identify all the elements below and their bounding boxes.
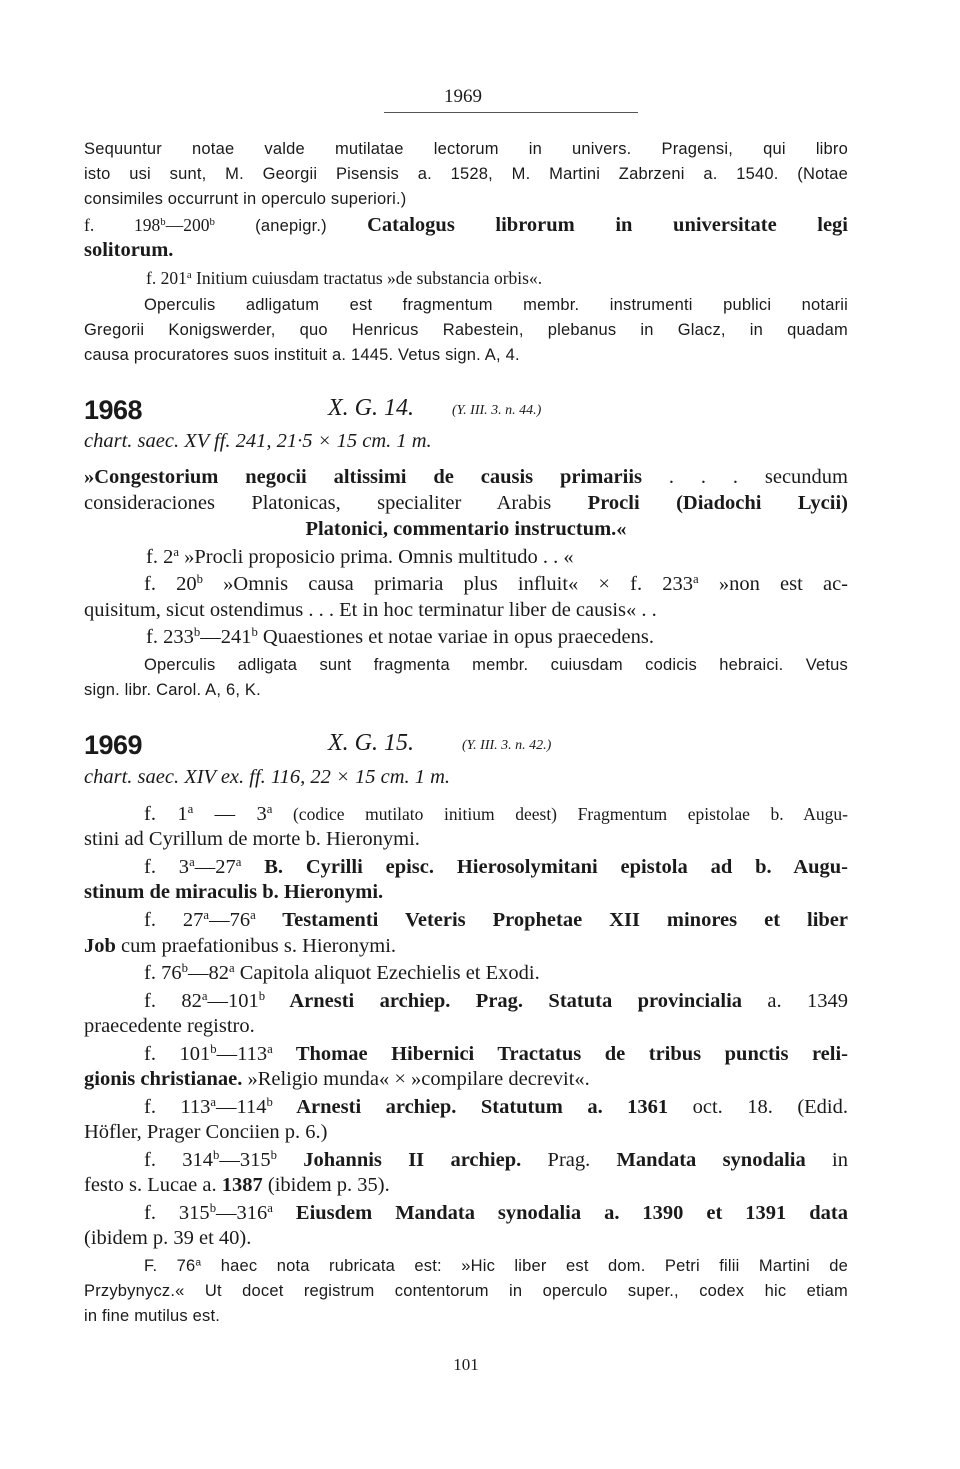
entry-1969-item-1: f. 1$^a$ — 3$^a$ (codice mutilato initium deest) Fragmentum epistolae b. Augu- <box>144 802 849 825</box>
entry-1968-number: 1968 <box>84 395 143 425</box>
entry-1968-f20-cont: quisitum, sicut ostendimus . . . Et in hoc terminatur liber de causis« . . <box>84 599 657 621</box>
entry-1969-item-8-cont: festo s. Lucae a. 1387 (ibidem p. 35). <box>84 1174 390 1196</box>
intro-operculum-1: Operculis adligatum est fragmentum membr. instrumenti publici notarii <box>144 296 848 314</box>
intro-line-3: consimiles occurrunt in operculo superiori.) <box>84 190 407 208</box>
intro-operculum-3: causa procuratores suos instituit a. 1445. Vetus sign. A, 4. <box>84 346 520 364</box>
entry-1968-signature: X. G. 14. <box>328 395 414 421</box>
entry-1969-item-9-cont: (ibidem p. 39 et 40). <box>84 1227 252 1249</box>
entry-1968-old-signature: (Y. III. 3. n. 44.) <box>452 403 542 418</box>
entry-1969-item-2-cont: stinum de miraculis b. Hieronymi. <box>84 881 384 903</box>
entry-1968-title-2: consideraciones Platonicas, specialiter Arabis Procli (Diadochi Lycii) <box>84 492 848 514</box>
entry-1969-item-7: f. 113$^a$—114$^b$ Arnesti archiep. Statutum a. 1361 oct. 18. (Edid. <box>144 1095 848 1118</box>
entry-1969-item-4: f. 76$^b$—82$^a$ Capitola aliquot Ezechielis et Exodi. <box>144 961 540 984</box>
intro-line-2: isto usi sunt, M. Georgii Pisensis a. 1528, M. Martini Zabrzeni a. 1540. (Notae <box>84 165 848 183</box>
entry-1969-note-3: in fine mutilus est. <box>84 1307 221 1325</box>
entry-1968-f2: f. 2$^a$ »Procli proposicio prima. Omnis multitudo . . « <box>146 545 574 568</box>
entry-1969-item-3: f. 27$^a$—76$^a$ Testamenti Veteris Prophetae XII minores et liber <box>144 908 848 931</box>
entry-1968-heading <box>84 395 848 426</box>
entry-1969-heading <box>84 730 848 761</box>
entry-1969-item-8: f. 314$^b$—315$^b$ Johannis II archiep. Prag. Mandata synodalia in <box>144 1148 848 1171</box>
entry-1968-title-1: »Congestorium negocii altissimi de causis primariis . . . secundum <box>84 466 848 488</box>
entry-1968-description: chart. saec. XV ff. 241, 21·5 × 15 cm. 1 m. <box>84 430 432 452</box>
intro-operculum-2: Gregorii Konigswerder, quo Henricus Rabestein, plebanus in Glacz, in quadam <box>84 321 848 339</box>
intro-entry-f198: f. 198$^b$—200$^b$ (anepigr.) Catalogus librorum in universitate legi <box>84 214 848 236</box>
intro-entry-f198-cont: solitorum. <box>84 239 174 261</box>
header-rule <box>384 112 638 113</box>
entry-1969-note-1: F. 76$^a$ haec nota rubricata est: »Hic liber est dom. Petri filii Martini de <box>144 1257 848 1275</box>
entry-1969-item-3-cont: Job cum praefationibus s. Hieronymi. <box>84 935 397 957</box>
entry-1969-description: chart. saec. XIV ex. ff. 116, 22 × 15 cm. 1 m. <box>84 766 451 788</box>
entry-1968-f20: f. 20$^b$ »Omnis causa primaria plus influit« × f. 233$^a$ »non est ac- <box>144 572 848 595</box>
entry-1969-signature: X. G. 15. <box>328 730 414 756</box>
entry-1969-note-2: Przybynycz.« Ut docet registrum contentorum in operculo super., codex hic etiam <box>84 1282 848 1300</box>
entry-1969-item-9: f. 315$^b$—316$^a$ Eiusdem Mandata synodalia a. 1390 et 1391 data <box>144 1201 848 1224</box>
entry-1969-item-6-cont: gionis christianae. »Religio munda« × »compilare decrevit«. <box>84 1068 590 1090</box>
running-page-number: 1969 <box>444 86 482 107</box>
entry-1968-operculum-1: Operculis adligata sunt fragmenta membr. cuiusdam codicis hebraici. Vetus <box>144 656 848 674</box>
entry-1969-item-6: f. 101$^b$—113$^a$ Thomae Hibernici Tractatus de tribus punctis reli- <box>144 1042 849 1065</box>
entry-1969-old-signature: (Y. III. 3. n. 42.) <box>462 738 552 753</box>
entry-1968-operculum-2: sign. libr. Carol. A, 6, K. <box>84 681 261 699</box>
entry-1969-item-5-cont: praecedente registro. <box>84 1015 255 1037</box>
entry-1969-item-1-cont: stini ad Cyrillum de morte b. Hieronymi. <box>84 828 420 850</box>
intro-entry-f201: f. 201$^a$ Initium cuiusdam tractatus »de substancia orbis«. <box>146 268 543 288</box>
entry-1968-f233: f. 233$^b$—241$^b$ Quaestiones et notae variae in opus praecedens. <box>146 625 654 648</box>
footer-page-number: 101 <box>453 1355 479 1374</box>
entry-1969-item-7-cont: Höfler, Prager Conciien p. 6.) <box>84 1121 328 1143</box>
intro-line-1: Sequuntur notae valde mutilatae lectorum in univers. Pragensi, qui libro <box>84 140 848 158</box>
entry-1969-item-2: f. 3$^a$—27$^a$ B. Cyrilli episc. Hierosolymitani epistola ad b. Augu- <box>144 855 849 878</box>
entry-1968-title-3: Platonici, commentario instructum.« <box>305 518 627 540</box>
entry-1969-item-5: f. 82$^a$—101$^b$ Arnesti archiep. Prag. Statuta provincialia a. 1349 <box>144 989 849 1012</box>
entry-1969-number: 1969 <box>84 730 143 760</box>
